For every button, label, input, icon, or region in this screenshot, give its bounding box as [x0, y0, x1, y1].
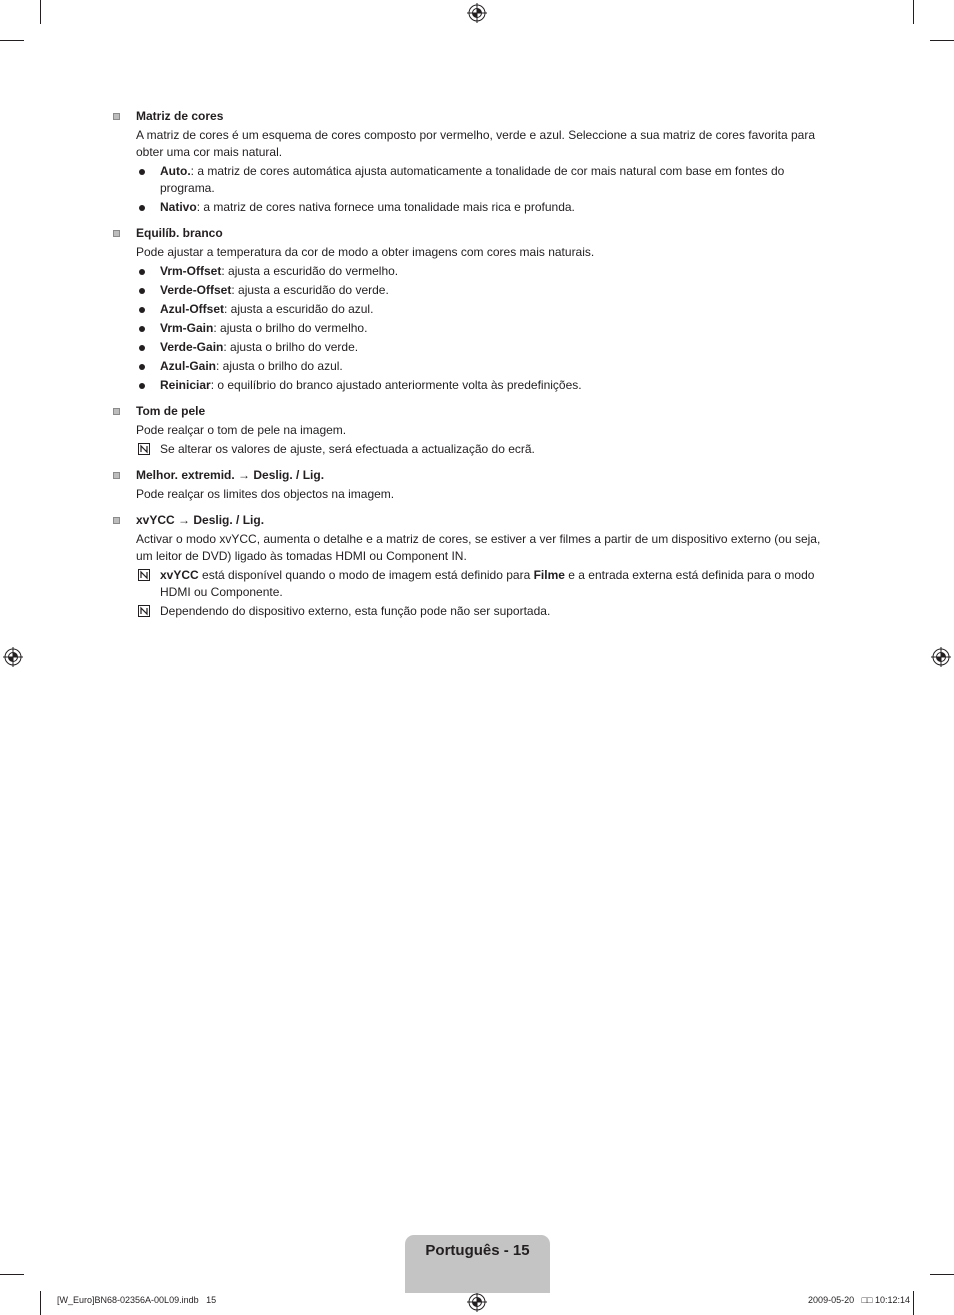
crop-mark-bottom-right-h [930, 1274, 954, 1275]
section-heading: Melhor. extremid. → Deslig. / Lig. [113, 467, 835, 484]
bullet-dot-icon [139, 364, 145, 370]
list-item: Vrm-Offset: ajusta a escuridão do vermelho. [113, 263, 835, 280]
square-bullet-icon [113, 230, 120, 237]
list-item: Azul-Gain: ajusta o brilho do azul. [113, 358, 835, 375]
list-item: Auto.: a matriz de cores automática ajusta automaticamente a tonalidade de cor mais natural com base em fontes do programa. [113, 163, 835, 197]
bullet-dot-icon [139, 383, 145, 389]
crop-mark-top-right-v [913, 0, 914, 24]
section-equilib-branco [113, 225, 835, 394]
crop-mark-top-left-v [40, 0, 41, 24]
section-description: Pode ajustar a temperatura da cor de modo a obter imagens com cores mais naturais. [136, 245, 595, 259]
crop-mark-bottom-left-h [0, 1274, 24, 1275]
section-description: A matriz de cores é um esquema de cores composto por vermelho, verde e azul. Seleccione a sua matriz de cores favorita para obter uma cor mais natural. [136, 128, 815, 159]
section-heading: Matriz de cores [113, 108, 835, 125]
registration-target-icon [467, 1292, 487, 1312]
bullet-dot-icon [139, 205, 145, 211]
crop-mark-bottom-right-v [913, 1291, 914, 1315]
section-tom-de-pele [113, 403, 835, 458]
square-bullet-icon [113, 472, 120, 479]
crop-mark-top-left-h [0, 40, 24, 41]
note-icon [138, 569, 150, 581]
square-bullet-icon [113, 517, 120, 524]
registration-target-icon [931, 647, 951, 667]
registration-target-icon [3, 647, 23, 667]
list-item: Vrm-Gain: ajusta o brilho do vermelho. [113, 320, 835, 337]
page-number-tab [405, 1235, 550, 1293]
bullet-dot-icon [139, 307, 145, 313]
section-melhor-extremid [113, 467, 835, 503]
footer-timestamp: 2009-05-20 □□ 10:12:14 [808, 1295, 910, 1305]
list-item: Nativo: a matriz de cores nativa fornece uma tonalidade mais rica e profunda. [113, 199, 835, 216]
section-heading: Tom de pele [113, 403, 835, 420]
section-xvycc [113, 512, 835, 620]
section-description: Activar o modo xvYCC, aumenta o detalhe e a matriz de cores, se estiver a ver filmes a partir de um dispositivo externo (ou seja, um leitor de DVD) ligado às tomadas HDMI ou Component IN. [136, 532, 821, 563]
section-heading: Equilíb. branco [113, 225, 835, 242]
section-description: Pode realçar os limites dos objectos na imagem. [136, 487, 395, 501]
section-heading: xvYCC → Deslig. / Lig. [113, 512, 835, 529]
bullet-dot-icon [139, 288, 145, 294]
note-item: Dependendo do dispositivo externo, esta função pode não ser suportada. [113, 603, 835, 620]
crop-mark-bottom-left-v [40, 1291, 41, 1315]
square-bullet-icon [113, 408, 120, 415]
section-description: Pode realçar o tom de pele na imagem. [136, 423, 347, 437]
square-bullet-icon [113, 113, 120, 120]
manual-content [113, 108, 835, 629]
note-icon [138, 605, 150, 617]
bullet-dot-icon [139, 169, 145, 175]
note-item: xvYCC está disponível quando o modo de imagem está definido para Filme e a entrada externa está definida para o modo HDMI ou Componente. [113, 567, 835, 601]
list-item: Azul-Offset: ajusta a escuridão do azul. [113, 301, 835, 318]
list-item: Reiniciar: o equilíbrio do branco ajustado anteriormente volta às predefinições. [113, 377, 835, 394]
note-item: Se alterar os valores de ajuste, será efectuada a actualização do ecrã. [113, 441, 835, 458]
page-number: Português - 15 [425, 1242, 530, 1259]
crop-mark-top-right-h [930, 40, 954, 41]
bullet-dot-icon [139, 269, 145, 275]
section-matriz-de-cores [113, 108, 835, 216]
bullet-dot-icon [139, 326, 145, 332]
note-icon [138, 443, 150, 455]
bullet-dot-icon [139, 345, 145, 351]
footer-file-info: [W_Euro]BN68-02356A-00L09.indb 15 [57, 1295, 217, 1305]
list-item: Verde-Offset: ajusta a escuridão do verde. [113, 282, 835, 299]
list-item: Verde-Gain: ajusta o brilho do verde. [113, 339, 835, 356]
registration-target-icon [467, 3, 487, 23]
